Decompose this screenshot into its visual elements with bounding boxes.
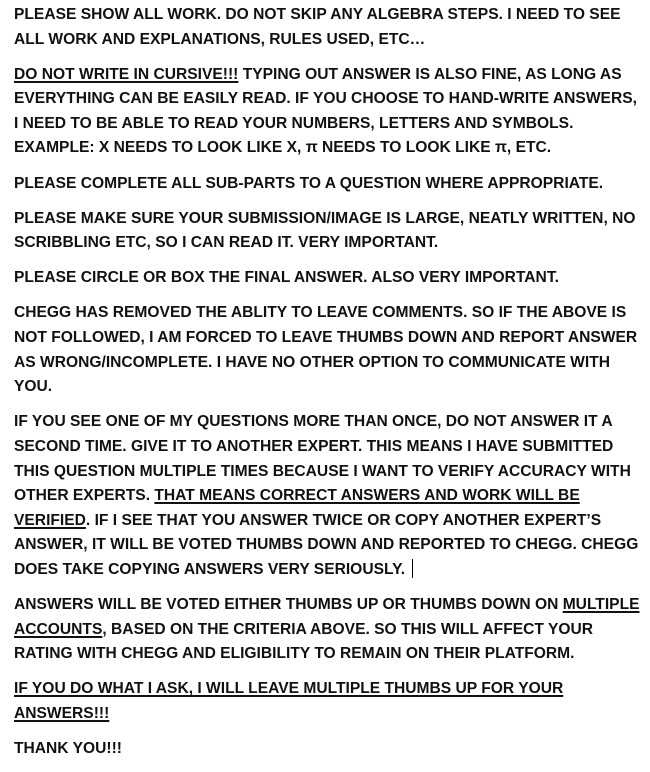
paragraph-thank-you [14, 737, 644, 762]
text-submission-size: PLEASE MAKE SURE YOUR SUBMISSION/IMAGE IS LARGE, NEATLY WRITTEN, NO SCRIBBLING ETC, SO I CAN READ IT. VERY IMPORTANT. [14, 209, 636, 252]
paragraph-voting [14, 593, 644, 667]
text-cursor[interactable] [412, 559, 413, 578]
paragraph-show-work [14, 3, 644, 52]
text-thumbs-up-underlined: IF YOU DO WHAT I ASK, I WILL LEAVE MULTIPLE THUMBS UP FOR YOUR ANSWERS!!! [14, 680, 564, 722]
text-no-cursive-rest: TYPING OUT ANSWER IS ALSO FINE, AS LONG AS EVERYTHING CAN BE EASILY READ. IF YOU CHOOSE TO HAND-WRITE ANSWERS, I NEED TO BE ABLE TO READ YOUR NUMBERS, LETTERS AND SYMBOLS. EXAMPLE: X NEEDS TO LOOK LIKE X, π NEEDS TO LOOK LIKE π, ETC. [14, 65, 637, 157]
paragraph-circle-answer [14, 266, 644, 291]
text-voting-underlined: MULTIPLE ACCOUNTS [14, 595, 640, 638]
text-sub-parts: PLEASE COMPLETE ALL SUB-PARTS TO A QUESTION WHERE APPROPRIATE. [14, 174, 604, 192]
text-no-cursive-underlined: DO NOT WRITE IN CURSIVE!!! [14, 65, 239, 83]
text-thank-you: THANK YOU!!! [14, 739, 122, 757]
paragraph-sub-parts [14, 172, 644, 197]
paragraph-thumbs-up [14, 677, 644, 726]
text-show-work: PLEASE SHOW ALL WORK. DO NOT SKIP ANY ALGEBRA STEPS. I NEED TO SEE ALL WORK AND EXPLANATIONS, RULES USED, ETC… [14, 6, 621, 48]
paragraph-comments-removed [14, 301, 644, 399]
text-comments-removed: CHEGG HAS REMOVED THE ABLITY TO LEAVE COMMENTS. SO IF THE ABOVE IS NOT FOLLOWED, I AM FORCED TO LEAVE THUMBS DOWN AND REPORT ANSWER AS WRONG/INCOMPLETE. I HAVE NO OTHER OPTION TO COMMUNICATE WITH YOU. [14, 304, 638, 396]
text-duplicate-end: . IF I SEE THAT YOU ANSWER TWICE OR COPY ANOTHER EXPERT’S ANSWER, IT WILL BE VOTED THUMBS DOWN AND REPORTED TO CHEGG. CHEGG DOES TAKE COPYING ANSWERS VERY SERIOUSLY. [14, 511, 639, 578]
text-voting-end: , BASED ON THE CRITERIA ABOVE. SO THIS WILL AFFECT YOUR RATING WITH CHEGG AND ELIGIBILITY TO REMAIN ON THEIR PLATFORM. [14, 620, 594, 663]
text-voting-start: ANSWERS WILL BE VOTED EITHER THUMBS UP OR THUMBS DOWN ON [14, 595, 563, 613]
text-circle-answer: PLEASE CIRCLE OR BOX THE FINAL ANSWER. ALSO VERY IMPORTANT. [14, 269, 559, 287]
text-duplicate-underlined: THAT MEANS CORRECT ANSWERS AND WORK WILL BE VERIFIED [14, 487, 580, 529]
paragraph-no-cursive [14, 63, 644, 161]
paragraph-duplicate-questions [14, 410, 644, 582]
text-duplicate-start: IF YOU SEE ONE OF MY QUESTIONS MORE THAN ONCE, DO NOT ANSWER IT A SECOND TIME. GIVE IT TO ANOTHER EXPERT. THIS MEANS I HAVE SUBMITTED THIS QUESTION MULTIPLE TIMES BECAUSE I WANT TO VERIFY ACCURACY WITH OTHER EXPERTS. [14, 413, 631, 505]
document-body [14, 3, 644, 772]
paragraph-submission-size [14, 207, 644, 256]
